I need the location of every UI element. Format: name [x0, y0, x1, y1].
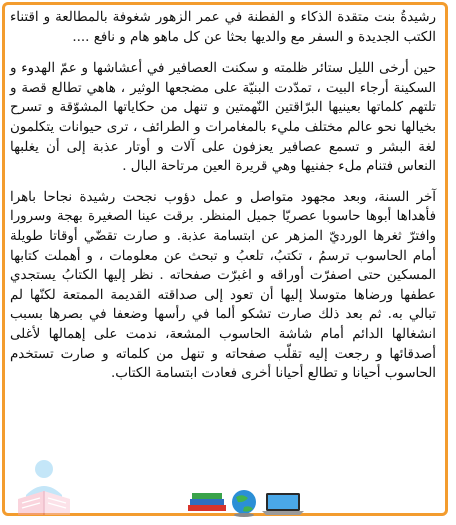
paragraph-3: آخر السنة، وبعد مجهود متواصل و عمل دؤوب نجحت رشيدة نجاحا باهرا فأهداها أبوها حاسوبا عصريّا جميل المنظر. برقت عينا الصغيرة بهجة وسرورا وافترّ ثغرها الورديّ المزهر عن ابتسامة عذبة. و صارت تقضّي أوقاتا طويلة أمام الحاسوب ترسمُ ، تكتبُ، تلعبُ و تبحث عن معلومات ، و أهملت كتابها المسكين حتى اصفرّت أوراقه و اغبرّت صفحاته . نظر إليها الكتابُ يستجدي عطفها ورضاها متوسلا إليها أن تعود إلى صداقته القديمة الممتعة لكنّها لم تبالي به. ثم بعد ذلك صارت تشكو ألما في رأسها وضعفا في بصرها بسبب انشغالها الدائم أمام شاشة الحاسوب المشعة، ندمت على إهمالها لأغلى أصدقائها و رجعت إليه تقلّب صفحاته و تنهل من كلماته و صارت تستخدم الحاسوب أحيانا و تطالع أحيانا أخرى فعادت ابتسامة الكتاب.: [10, 189, 436, 382]
reading-child-icon: [4, 455, 82, 519]
paragraph-1: رشيدةُ بنت متقدة الذكاء و الفطنة في عمر الزهور شغوفة بالمطالعة و اقتناء الكتب الجديدة و السفر مع والديها بحثا عن كل ماهو هام و نافع ....: [10, 10, 436, 45]
paragraph-2: حين أرخى الليل ستائر ظلمته و سكنت العصافير في أعشاشها و عمّ الهدوء و السكينة أرجاء البيت ، تمدّدت البنيّة على مضجعها الوثير ، هاهي تطالع قصة و تلتهم كلماتها بعينيها البرّاقتين النّهمتين و تنهل من حكاياتها المشوّقة و تسرح بخيالها نحو عالم مختلف مليء بالمغامرات و الطرائف ، ترى حيوانات يتكلمون لغة البشر و تسمع عصافير يعزفون على آلات و أوتار عذبة إلى أن يغلبها النعاس فتنام ملء جفنيها وهي قريرة العين مرتاحة البال .: [10, 61, 436, 175]
globe-books-computer-icon: [186, 487, 306, 517]
story-text: [10, 8, 436, 396]
